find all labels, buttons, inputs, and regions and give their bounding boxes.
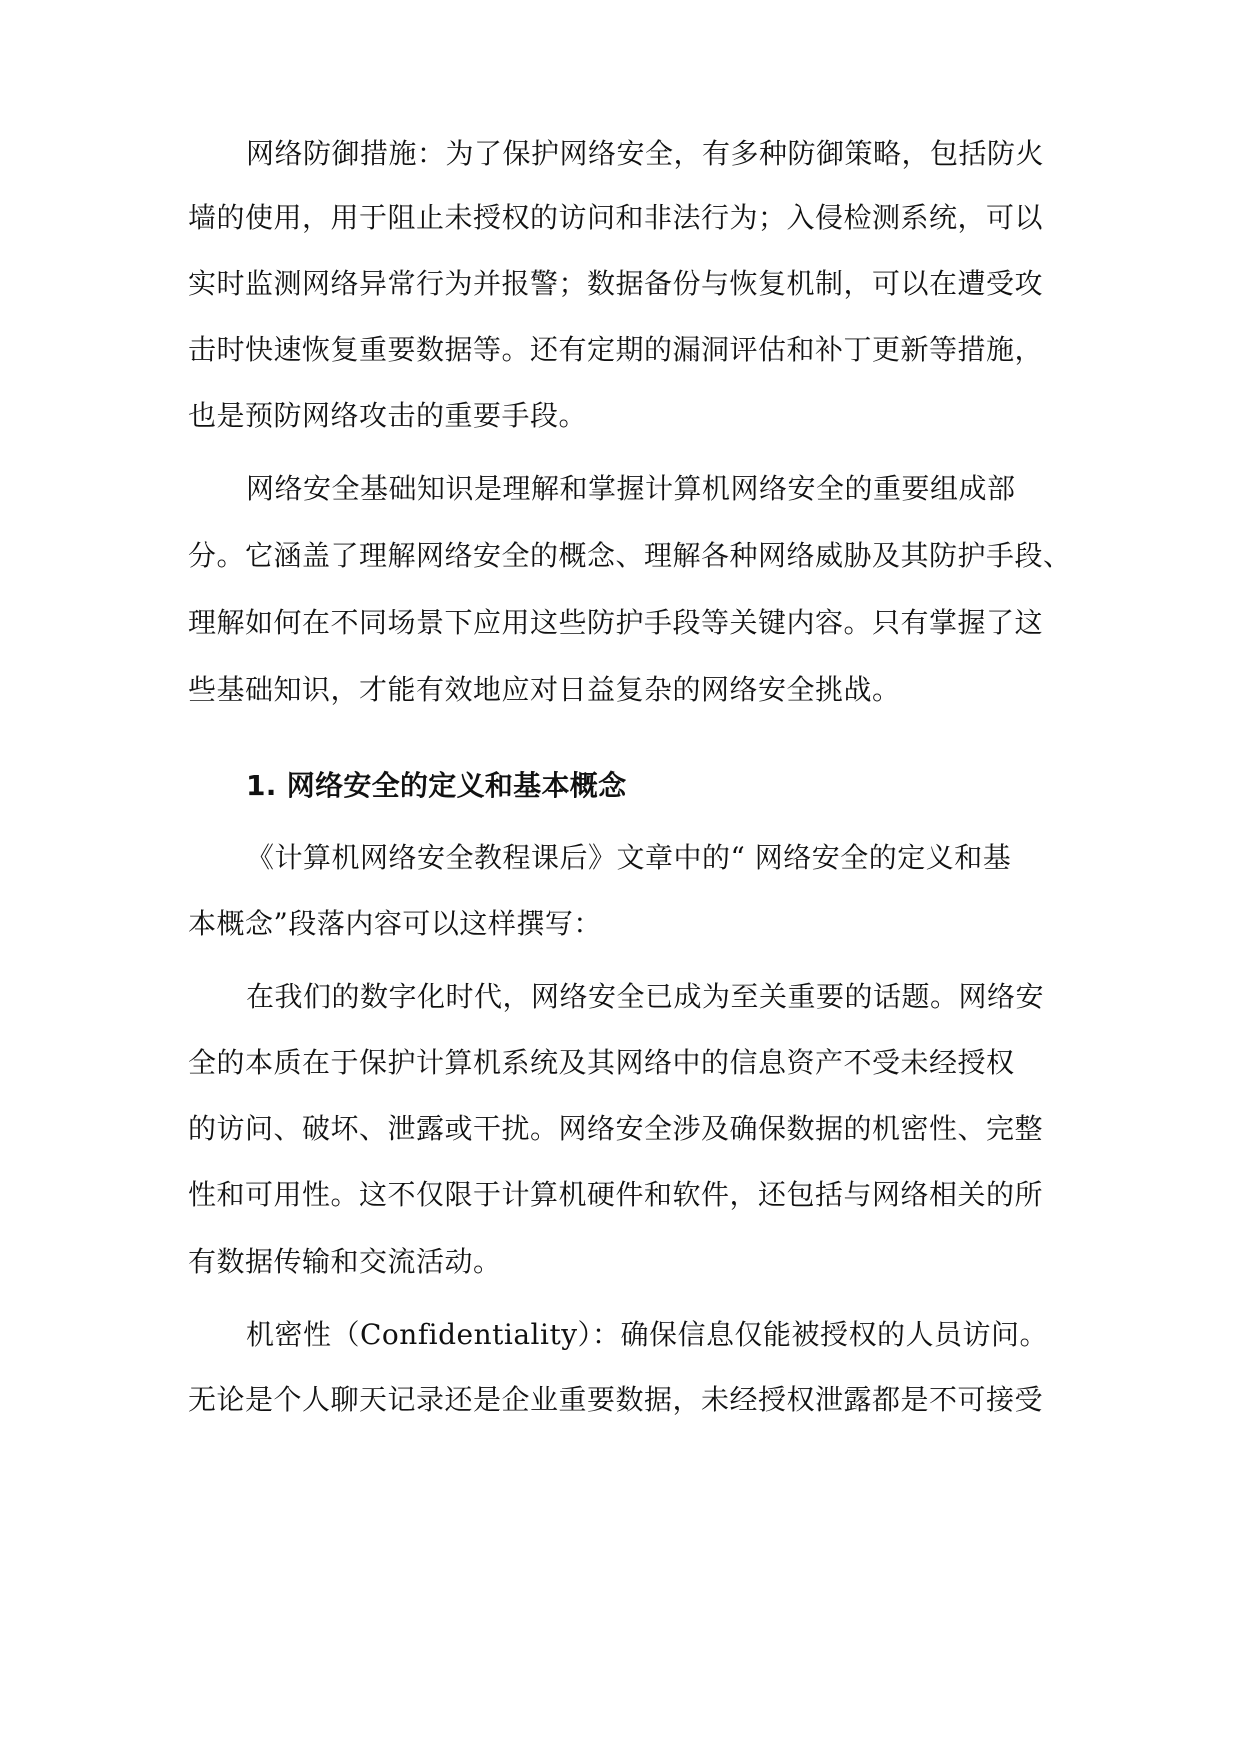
paragraph-line: 理解如何在不同场景下应用这些防护手段等关键内容。只有掌握了这 [188, 606, 1044, 639]
paragraph-line: 机密性（Confidentiality）：确保信息仅能被授权的人员访问。 [246, 1318, 1049, 1351]
paragraph-line: 击时快速恢复重要数据等。还有定期的漏洞评估和补丁更新等措施， [188, 333, 1044, 366]
paragraph-line: 在我们的数字化时代，网络安全已成为至关重要的话题。网络安 [246, 980, 1045, 1013]
paragraph-line: 本概念”段落内容可以这样撰写： [188, 907, 602, 940]
paragraph-line: 性和可用性。这不仅限于计算机硬件和软件，还包括与网络相关的所 [188, 1178, 1044, 1211]
paragraph-line: 墙的使用，用于阻止未授权的访问和非法行为；入侵检测系统，可以 [188, 201, 1044, 234]
paragraph-line: 全的本质在于保护计算机系统及其网络中的信息资产不受未经授权 [188, 1046, 1015, 1079]
paragraph-line: 无论是个人聊天记录还是企业重要数据，未经授权泄露都是不可接受 [188, 1383, 1044, 1416]
paragraph-line: 有数据传输和交流活动。 [188, 1245, 502, 1278]
paragraph-line: 分。它涵盖了理解网络安全的概念、理解各种网络威胁及其防护手段、 [188, 539, 1072, 572]
paragraph-line: 的访问、破坏、泄露或干扰。网络安全涉及确保数据的机密性、完整 [188, 1112, 1044, 1145]
paragraph-line: 也是预防网络攻击的重要手段。 [188, 399, 588, 432]
paragraph-line: 网络防御措施：为了保护网络安全，有多种防御策略，包括防火 [246, 137, 1045, 170]
paragraph-line: 网络安全基础知识是理解和掌握计算机网络安全的重要组成部 [246, 472, 1016, 505]
paragraph-line: 实时监测网络异常行为并报警；数据备份与恢复机制，可以在遭受攻 [188, 267, 1044, 300]
paragraph-line: 《计算机网络安全教程课后》文章中的“ 网络安全的定义和基 [246, 841, 1012, 874]
paragraph-line: 些基础知识，才能有效地应对日益复杂的网络安全挑战。 [188, 673, 901, 706]
section-heading: 1. 网络安全的定义和基本概念 [246, 769, 627, 802]
